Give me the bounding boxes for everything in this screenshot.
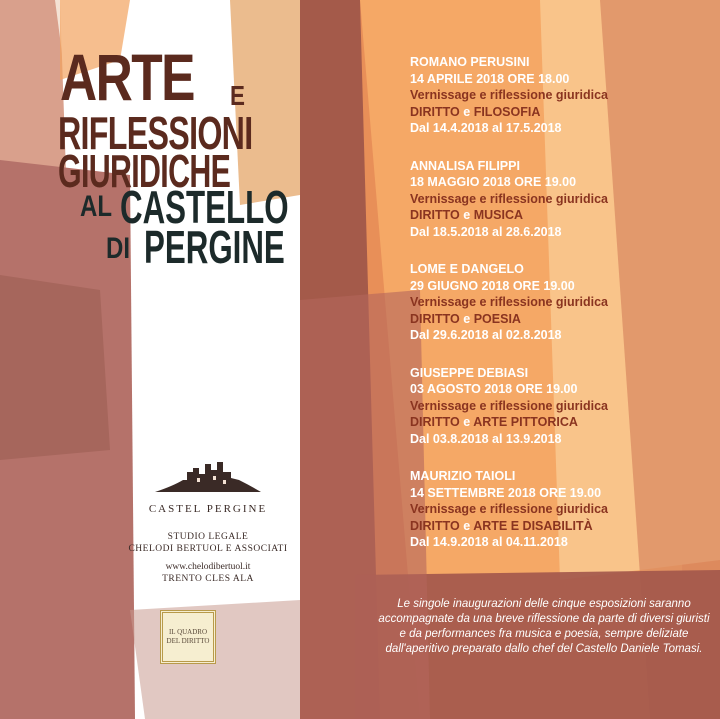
studio-cities: TRENTO CLES ALA bbox=[162, 574, 254, 584]
event-date: 29 GIUGNO 2018 ORE 19.00 bbox=[410, 278, 575, 293]
title-e: E bbox=[230, 80, 245, 111]
studio-name: STUDIO LEGALE CHELODI BERTUOL E ASSOCIATI bbox=[128, 532, 288, 554]
event-artist: LOME E DANGELO bbox=[410, 262, 524, 276]
event-date: 18 MAGGIO 2018 ORE 19.00 bbox=[410, 175, 577, 189]
event-theme: DIRITTO e ARTE E DISABILITÀ bbox=[410, 518, 593, 533]
title-riflessioni: RIFLESSIONI bbox=[58, 107, 253, 159]
event-subtitle: Vernissage e riflessione giuridica bbox=[410, 295, 609, 309]
event-item bbox=[410, 158, 710, 241]
event-item bbox=[410, 261, 710, 344]
event-list bbox=[410, 54, 710, 572]
title-castello: CASTELLO bbox=[120, 181, 289, 233]
event-theme: DIRITTO e MUSICA bbox=[410, 208, 524, 222]
event-artist: GIUSEPPE DEBIASI bbox=[410, 365, 529, 380]
event-theme: DIRITTO e POESIA bbox=[410, 311, 521, 326]
studio-website: www.chelodibertuol.it bbox=[165, 562, 251, 572]
castle-name: CASTEL PERGINE bbox=[148, 503, 268, 515]
event-range: Dal 03.8.2018 al 13.9.2018 bbox=[410, 431, 562, 446]
event-range: Dal 14.9.2018 al 04.11.2018 bbox=[410, 535, 568, 549]
title-pergine: PERGINE bbox=[144, 221, 285, 273]
title-giuridiche: GIURIDICHE bbox=[58, 145, 231, 197]
event-artist: ANNALISA FILIPPI bbox=[410, 158, 520, 173]
event-item bbox=[410, 365, 710, 448]
event-subtitle: Vernissage e riflessione giuridica bbox=[410, 398, 609, 413]
event-theme: DIRITTO e FILOSOFIA bbox=[410, 104, 541, 119]
event-range: Dal 18.5.2018 al 28.6.2018 bbox=[410, 224, 562, 239]
event-date: 14 SETTEMBRE 2018 ORE 19.00 bbox=[410, 485, 602, 500]
event-theme: DIRITTO e ARTE PITTORICA bbox=[410, 415, 578, 429]
event-range: Dal 29.6.2018 al 02.8.2018 bbox=[410, 328, 562, 342]
quadro-logo: IL QUADRO DEL DIRITTO bbox=[160, 610, 216, 664]
title-al: AL bbox=[80, 190, 112, 223]
event-item bbox=[410, 54, 710, 137]
event-date: 14 APRILE 2018 ORE 18.00 bbox=[410, 71, 570, 86]
event-note: Le singole inaugurazioni delle cinque esposizioni saranno accompagnate da una breve riflessione da parte di diversi giuristi e da performances fra musica e poesia, sempre deliziate dall'aperitivo preparato dallo chef del Castello Daniele Tomasi. bbox=[378, 598, 710, 655]
event-date: 03 AGOSTO 2018 ORE 19.00 bbox=[410, 382, 578, 396]
event-subtitle: Vernissage e riflessione giuridica bbox=[410, 502, 609, 516]
event-subtitle: Vernissage e riflessione giuridica bbox=[410, 191, 609, 206]
castle-icon bbox=[153, 458, 263, 494]
title-di: DI bbox=[106, 232, 130, 265]
event-artist: MAURIZIO TAIOLI bbox=[410, 469, 516, 483]
event-range: Dal 14.4.2018 al 17.5.2018 bbox=[410, 121, 562, 135]
event-artist: ROMANO PERUSINI bbox=[410, 55, 530, 69]
event-subtitle: Vernissage e riflessione giuridica bbox=[410, 88, 609, 102]
title-arte: ARTE bbox=[60, 40, 194, 114]
event-item bbox=[410, 468, 710, 551]
sponsor-logos bbox=[118, 458, 298, 585]
